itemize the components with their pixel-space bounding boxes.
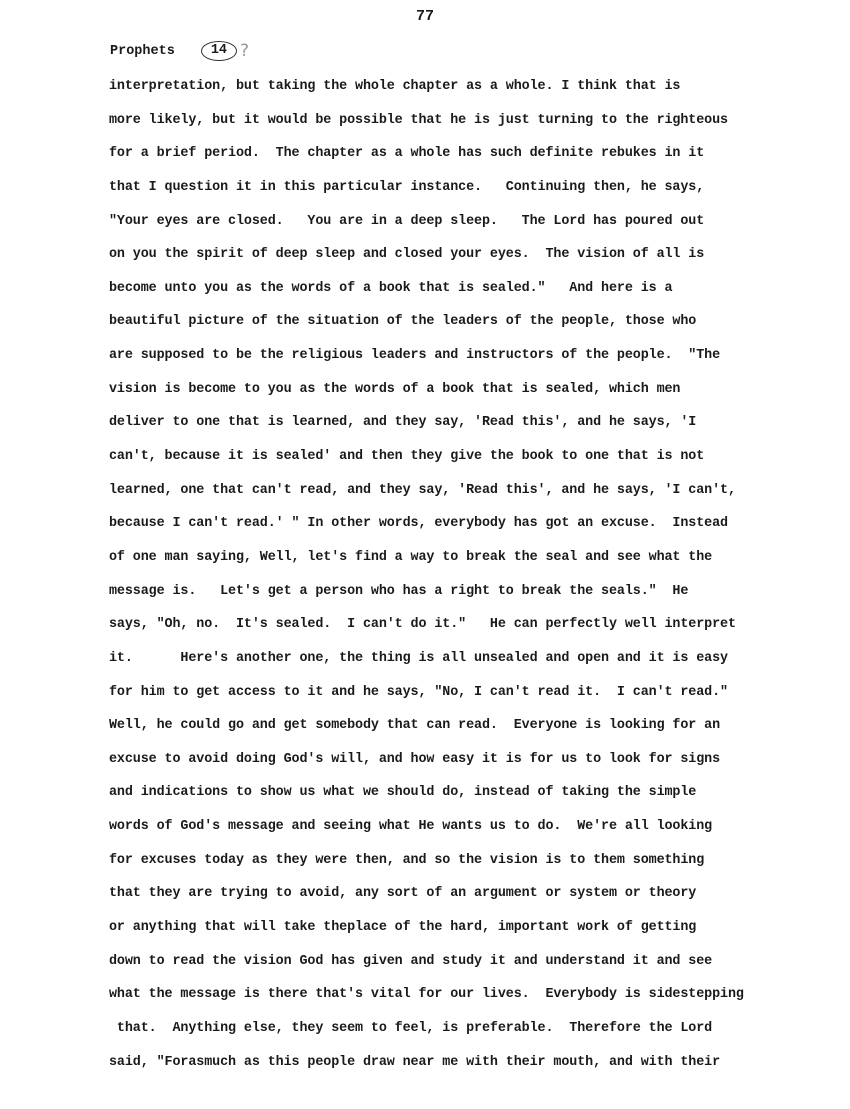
text-line: for a brief period. The chapter as a whole has such definite rebukes in it bbox=[109, 146, 705, 162]
running-title: Prophets bbox=[110, 43, 175, 59]
text-line: become unto you as the words of a book that is sealed." And here is a bbox=[109, 280, 673, 296]
text-line: message is. Let's get a person who has a right to break the seals." He bbox=[109, 583, 689, 599]
text-line: said, "Forasmuch as this people draw near me with their mouth, and with their bbox=[109, 1054, 721, 1070]
text-line: words of God's message and seeing what He wants us to do. We're all looking bbox=[109, 819, 713, 835]
text-line: learned, one that can't read, and they say, 'Read this', and he says, 'I can't, bbox=[109, 482, 736, 498]
text-line: that I question it in this particular instance. Continuing then, he says, bbox=[109, 179, 705, 195]
text-line: can't, because it is sealed' and then they give the book to one that is not bbox=[109, 449, 705, 465]
text-line: what the message is there that's vital for our lives. Everybody is sidestepping bbox=[109, 987, 744, 1003]
text-line: on you the spirit of deep sleep and closed your eyes. The vision of all is bbox=[109, 247, 705, 263]
text-line: more likely, but it would be possible that he is just turning to the righteous bbox=[109, 112, 728, 128]
page-number: 77 bbox=[415, 8, 434, 25]
text-line: deliver to one that is learned, and they say, 'Read this', and he says, 'I bbox=[109, 415, 697, 431]
text-line: or anything that will take theplace of the hard, important work of getting bbox=[109, 920, 697, 936]
text-line: beautiful picture of the situation of the leaders of the people, those who bbox=[109, 314, 697, 330]
text-line: excuse to avoid doing God's will, and how easy it is for us to look for signs bbox=[109, 751, 721, 767]
text-line: that they are trying to avoid, any sort of an argument or system or theory bbox=[109, 886, 697, 902]
text-line: interpretation, but taking the whole chapter as a whole. I think that is bbox=[109, 79, 681, 94]
text-line: because I can't read.' " In other words, everybody has got an excuse. Instead bbox=[109, 516, 728, 532]
text-line: down to read the vision God has given and study it and understand it and see bbox=[109, 953, 713, 969]
running-head bbox=[110, 41, 249, 61]
text-line: it. Here's another one, the thing is all unsealed and open and it is easy bbox=[109, 650, 728, 666]
text-line: for him to get access to it and he says, "No, I can't read it. I can't read." bbox=[109, 684, 728, 700]
text-line: that. Anything else, they seem to feel, is preferable. Therefore the Lord bbox=[109, 1020, 713, 1036]
text-line: "Your eyes are closed. You are in a deep sleep. The Lord has poured out bbox=[109, 213, 705, 229]
text-line: vision is become to you as the words of a book that is sealed, which men bbox=[109, 381, 681, 397]
text-line: says, "Oh, no. It's sealed. I can't do it." He can perfectly well interpret bbox=[109, 617, 736, 633]
text-line: and indications to show us what we should do, instead of taking the simple bbox=[109, 785, 697, 801]
handwritten-question-mark: ? bbox=[240, 41, 250, 61]
body-text bbox=[109, 76, 809, 1085]
text-line: Well, he could go and get somebody that can read. Everyone is looking for an bbox=[109, 718, 721, 734]
text-line: are supposed to be the religious leaders and instructors of the people. "The bbox=[109, 348, 721, 364]
text-line: for excuses today as they were then, and so the vision is to them something bbox=[109, 852, 705, 868]
text-line: of one man saying, Well, let's find a way to break the seal and see what the bbox=[109, 549, 713, 565]
sheet-number-circled: 14 bbox=[201, 41, 237, 61]
